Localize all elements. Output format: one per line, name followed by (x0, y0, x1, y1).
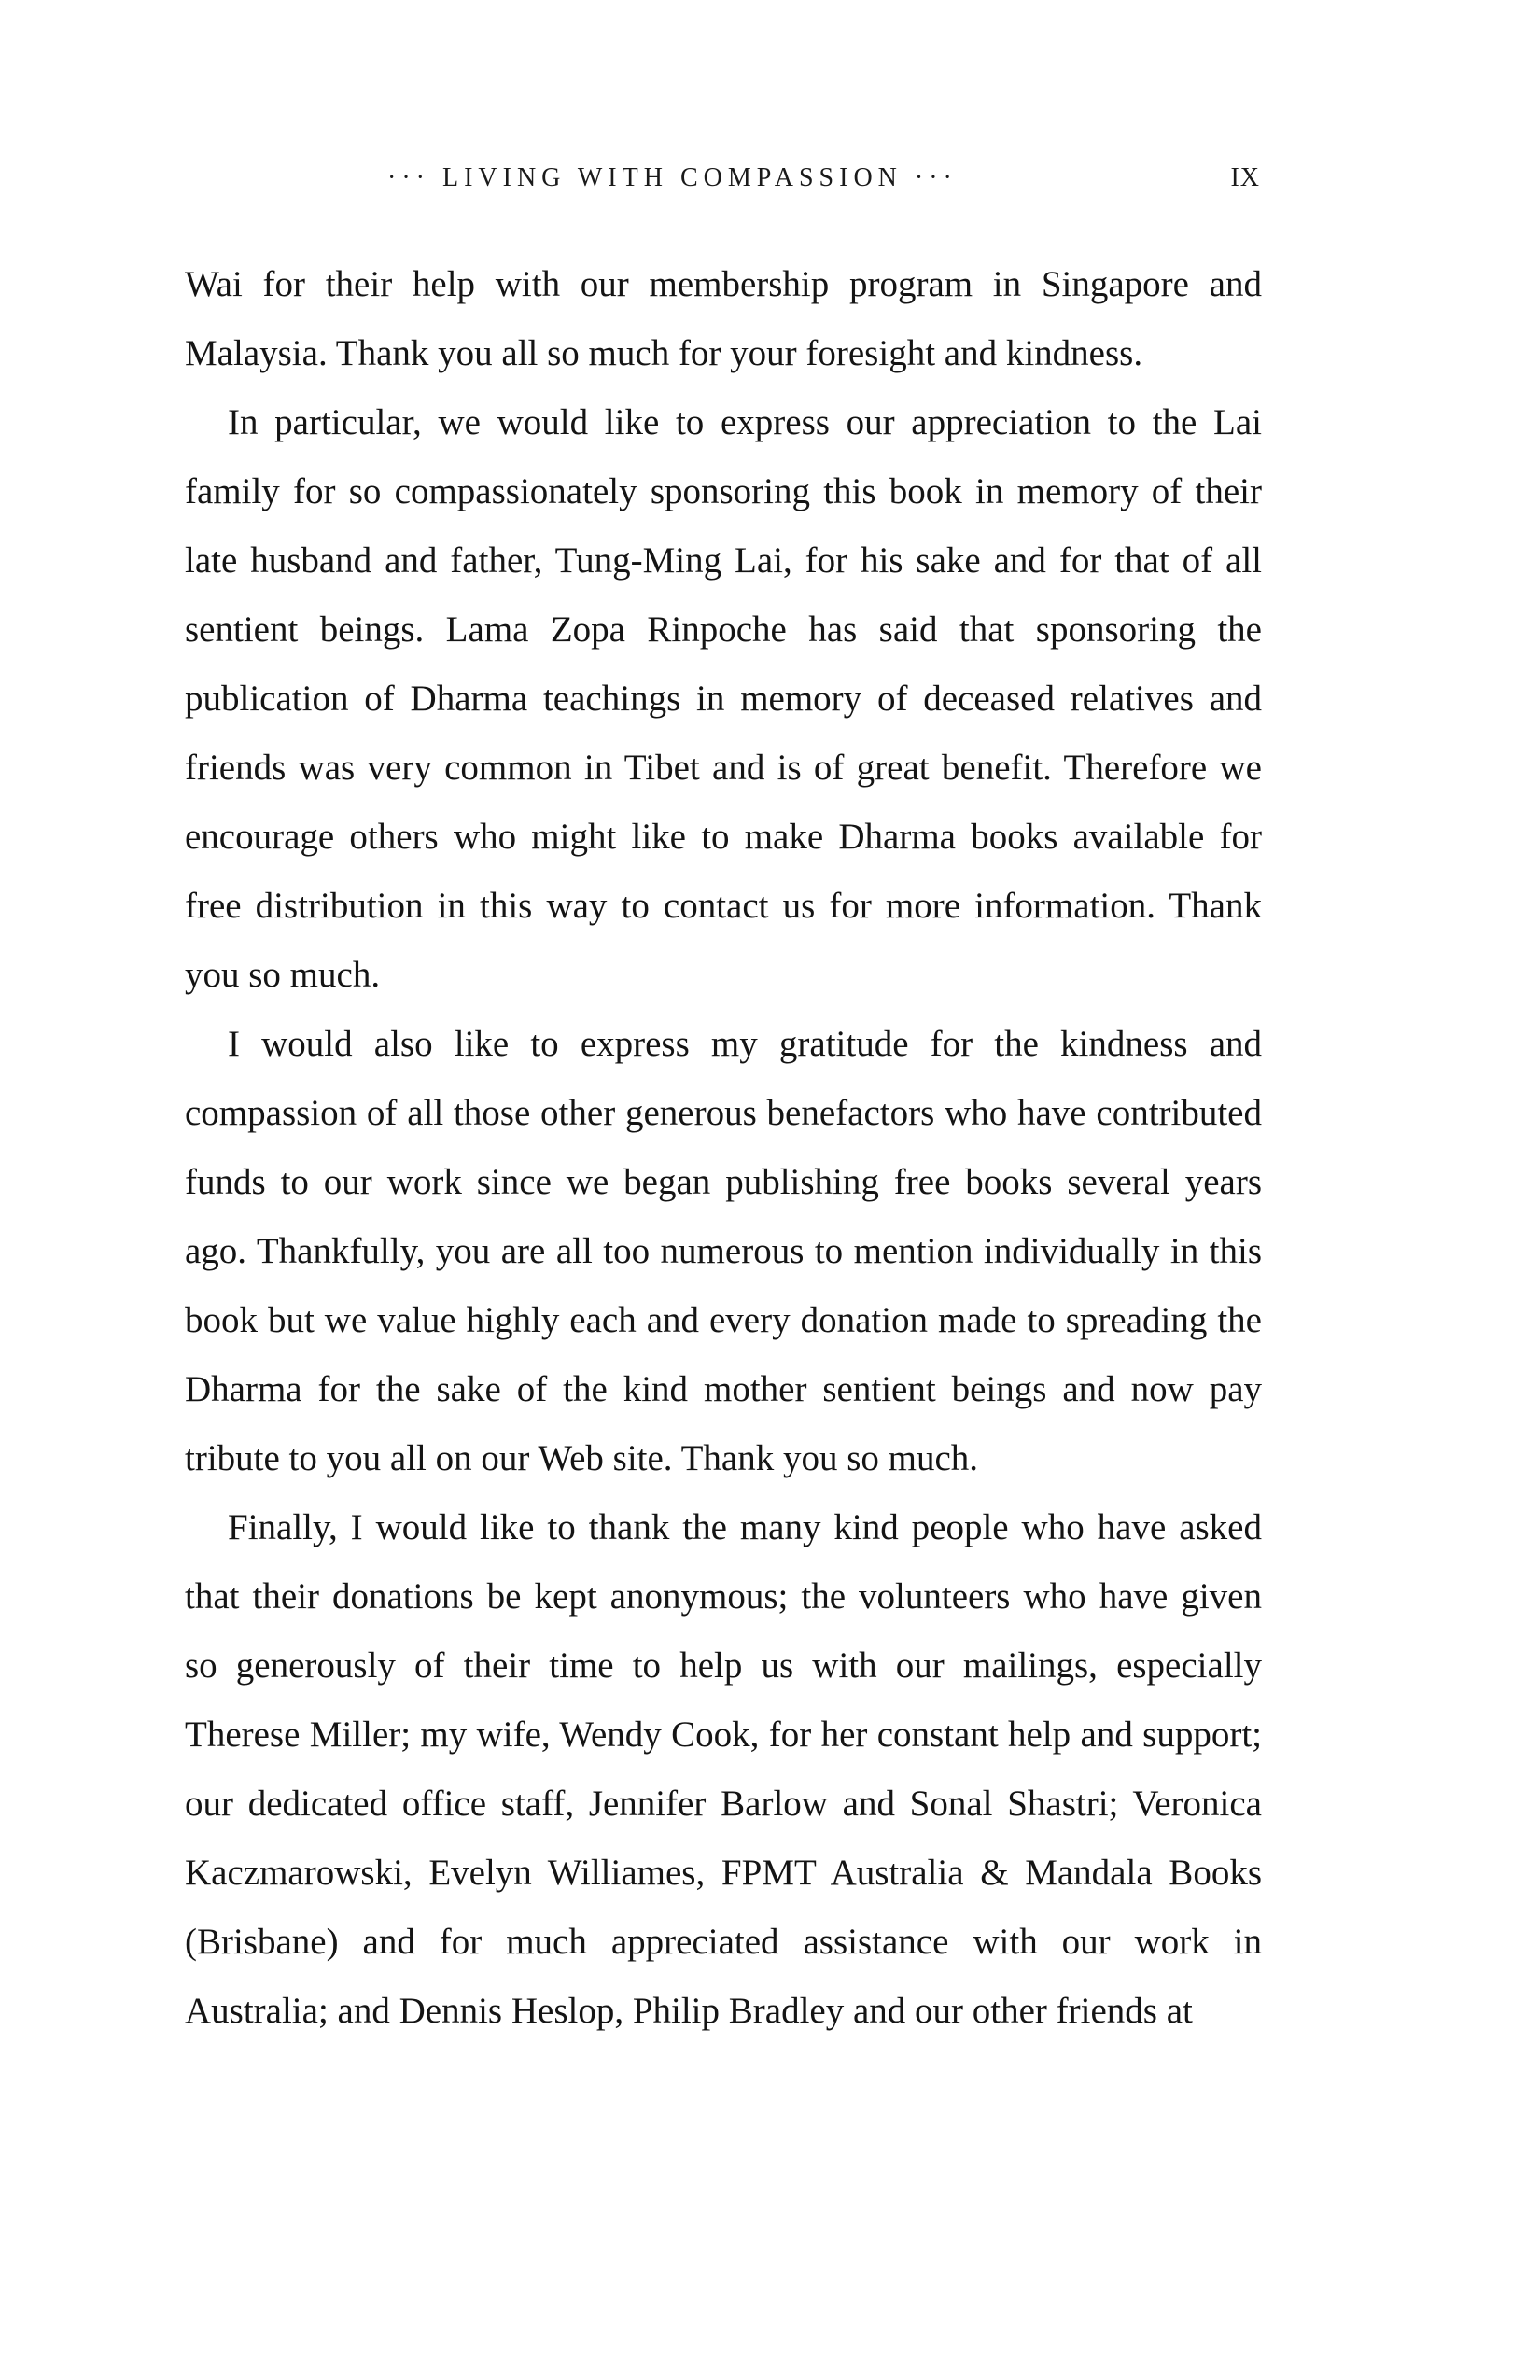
paragraph: In particular, we would like to express our appreciation to the Lai family for so compassionately sponsoring this book in memory of their late husband and father, Tung-Ming Lai, for his sake and for that of all sentient beings. Lama Zopa Rinpoche has said that sponsoring the publication of Dharma teachings in memory of deceased relatives and friends was very common in Tibet and is of great benefit. Therefore we encourage others who might like to make Dharma books available for free distribution in this way to contact us for more information. Thank you so much. (185, 402, 1262, 995)
paragraph: I would also like to express my gratitude for the kindness and compassion of all those other generous benefactors who have contributed funds to our work since we began publishing free books several years ago. Thankfully, you are all too numerous to mention individually in this book but we value highly each and every donation made to spreading the Dharma for the sake of the kind mother sentient beings and now pay tribute to you all on our Web site. Thank you so much. (185, 1024, 1262, 1478)
page-number: IX (1230, 163, 1260, 192)
body-text (185, 250, 1262, 2046)
paragraph: Wai for their help with our membership program in Singapore and Malaysia. Thank you all so much for your foresight and kindness. (185, 264, 1262, 373)
running-title: ··· LIVING WITH COMPASSION ··· (387, 163, 958, 192)
running-header (187, 163, 1260, 201)
paragraph: Finally, I would like to thank the many kind people who have asked that their donations be kept anonymous; the volunteers who have given so generously of their time to help us with our mailings, especially Therese Miller; my wife, Wendy Cook, for her constant help and support; our dedicated office staff, Jennifer Barlow and Sonal Shastri; Veronica Kaczmarowski, Evelyn Williames, FPMT Australia & Mandala Books (Brisbane) and for much appreciated assistance with our work in Australia; and Dennis Heslop, Philip Bradley and our other friends at (185, 1507, 1262, 2031)
